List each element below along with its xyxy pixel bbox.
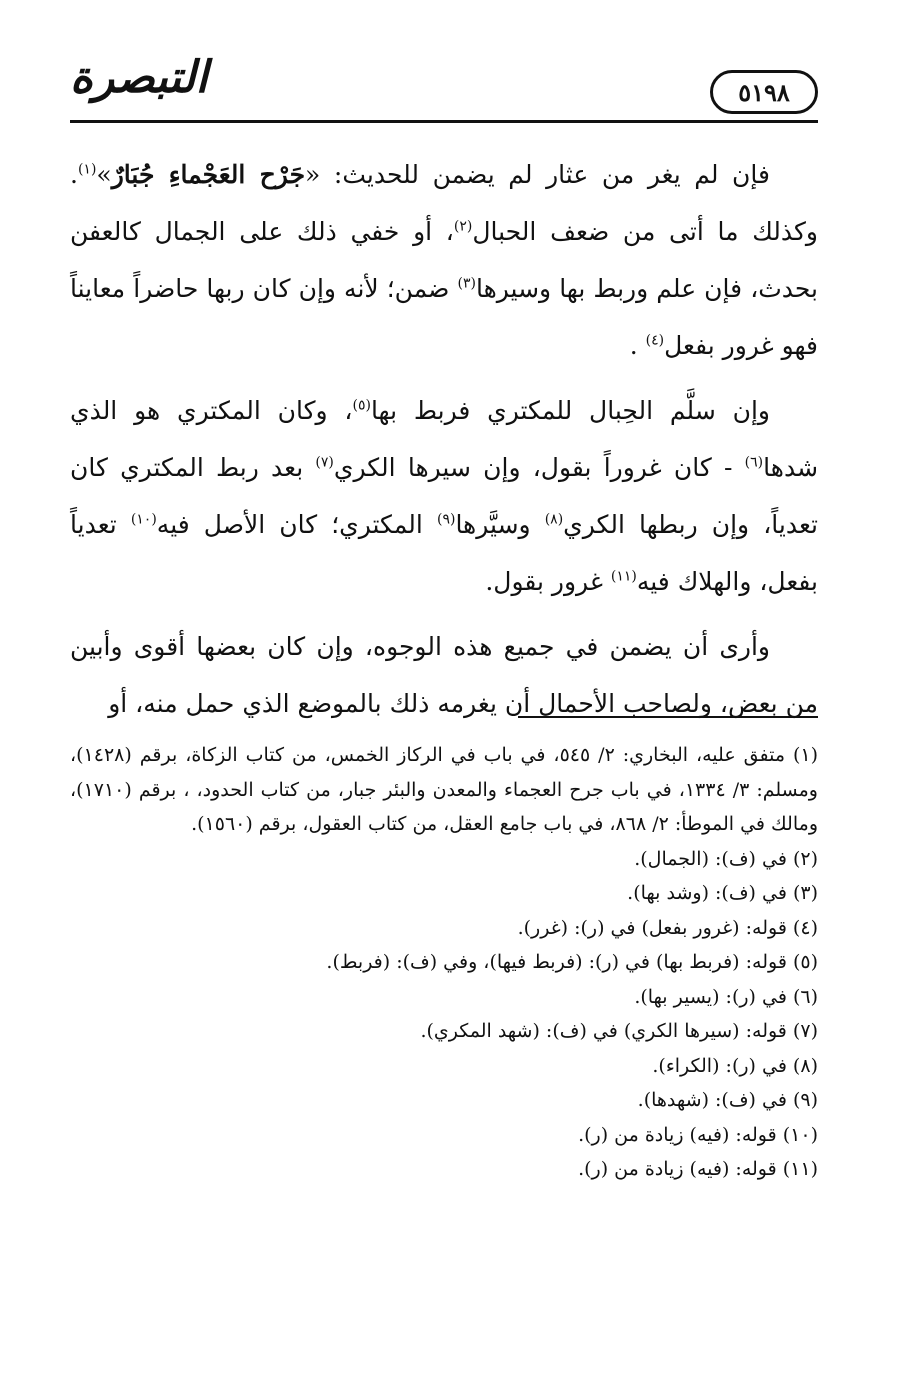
paragraph-1 [70, 146, 818, 374]
text-segment: تعدياً بفعل، والهلاك فيه [70, 510, 818, 596]
footnote-ref: (١١) [610, 568, 637, 585]
footnote: (١١) قوله: (فيه) زيادة من (ر). [578, 1158, 818, 1180]
text-segment: . [629, 331, 646, 360]
footnote-ref: (٢) [453, 218, 473, 235]
text-segment: - كان غروراً بقول، وإن سيرها الكري [333, 453, 745, 482]
footnote: (٦) في (ر): (يسير بها). [634, 985, 818, 1008]
text-segment: فإن لم يغر من عثار لم يضمن للحديث: « [305, 160, 770, 189]
footnote: (٤) قوله: (غرور بفعل) في (ر): (غرر). [517, 916, 818, 939]
text-segment: ، وكان المكتري هو الذي شدها [70, 396, 819, 482]
hadith-quote: جَرْح العَجْماءِ جُبَارٌ [111, 160, 306, 189]
footnote-ref: (٦) [744, 454, 764, 471]
text-segment: ضمن؛ لأنه وإن كان ربها حاضراً معايناً فهو غرور بفعل [70, 274, 818, 360]
page-number: ٥١٩٨ [710, 70, 818, 114]
paragraph-3: وأرى أن يضمن في جميع هذه الوجوه، وإن كان بعضها أقوى وأبين من بعض، ولصاحب الأحمال أن يغرمه ذلك بالموضع الذي حمل منه، أو [70, 632, 818, 718]
footnote: (٥) قوله: (فربط بها) في (ر): (فربط فيها)، وفي (ف): (فربط). [326, 951, 818, 973]
footnote: (٨) في (ر): (الكراء). [652, 1054, 818, 1077]
footnote: (٢) في (ف): (الجمال). [634, 847, 818, 870]
footnote-ref: (١٠) [130, 511, 157, 528]
text-segment: وسيَّرها [455, 510, 545, 539]
paragraph-2 [70, 382, 818, 610]
text-segment: ، أو خفي ذلك على الجمال كالعفن بحدث، فإن علم وربط بها وسيرها [70, 217, 819, 303]
header-divider [70, 120, 818, 123]
text-segment: المكتري؛ كان الأصل فيه [156, 510, 437, 539]
footnote-ref: (٤) [645, 332, 665, 349]
footnote: (٧) قوله: (سيرها الكري) في (ف): (شهد المكري). [420, 1020, 818, 1042]
footnotes [70, 738, 818, 1187]
text-segment: غرور بقول. [485, 567, 611, 596]
text-segment: . وكذلك ما أتى من ضعف الحبال [70, 160, 818, 246]
footnote-ref: (٨) [544, 511, 564, 528]
footnote: (٩) في (ف): (شهدها). [637, 1089, 818, 1111]
book-title: التبصرة [70, 52, 208, 103]
text-segment: بعد ربط المكتري كان تعدياً، وإن ربطها الكري [70, 453, 818, 539]
footnote-divider [518, 716, 818, 718]
footnote: (١) متفق عليه، البخاري: ٢/ ٥٤٥، في باب في الركاز الخمس، من كتاب الزكاة، برقم (١٤٢٨)، ومسلم: ٣/ ١٣٣٤، في باب جرح العجماء والمعدن والبئر جبار، من كتاب الحدود، ، برقم (١٧١٠)، ومالك في الموطأ: ٢/ ٨٦٨، في باب جامع العقل، من كتاب العقول، برقم (١٥٦٠). [70, 744, 819, 835]
footnote: (١٠) قوله: (فيه) زيادة من (ر). [578, 1123, 818, 1146]
footnote-ref: (١) [77, 161, 97, 178]
footnote: (٣) في (ف): (وشد بها). [627, 882, 818, 904]
page-header [70, 48, 818, 120]
text-segment: وإن سلَّم الحِبال للمكتري فربط بها [370, 396, 770, 425]
footnote-ref: (٣) [457, 275, 476, 292]
footnote-ref: (٥) [352, 397, 371, 414]
text-segment: » [96, 160, 112, 189]
main-text [70, 146, 818, 732]
footnote-ref: (٩) [436, 511, 456, 528]
footnote-ref: (٧) [315, 454, 334, 471]
